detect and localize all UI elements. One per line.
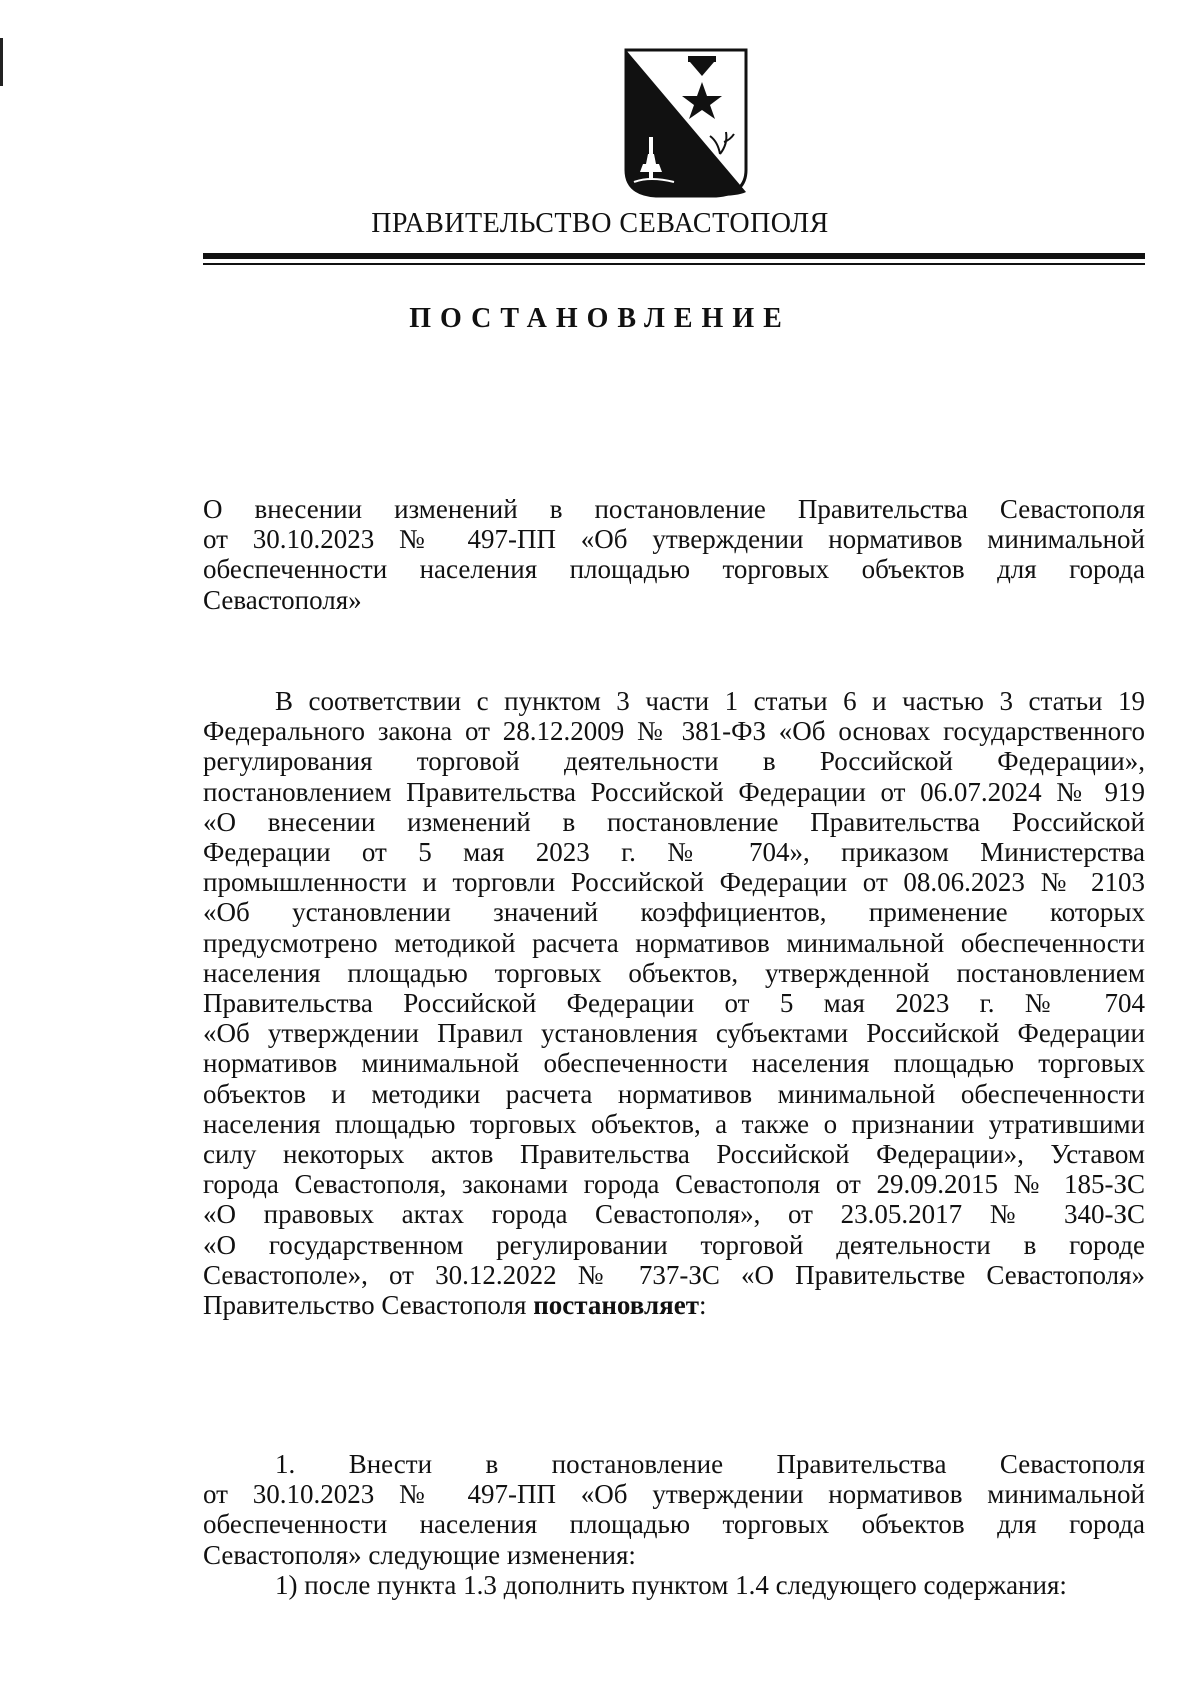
resolution-items bbox=[203, 1449, 1145, 1600]
preamble-line: постановлением Правительства Российской Федерации от 06.07.2024 № 919 bbox=[203, 776, 1145, 807]
preamble-final-text: Правительство Севастополя bbox=[203, 1290, 534, 1321]
document-title bbox=[203, 494, 1145, 615]
preamble-line: В соответствии с пунктом 3 части 1 статьи 6 и частью 3 статьи 19 bbox=[275, 686, 1145, 716]
preamble-line: «О государственном регулировании торговой деятельности в городе bbox=[203, 1229, 1145, 1260]
title-line: от 30.10.2023 № 497-ПП «Об утверждении нормативов минимальной bbox=[203, 524, 1145, 555]
resolves-keyword: постановляет bbox=[533, 1290, 699, 1321]
preamble-line: «О правовых актах города Севастополя», от 23.05.2017 № 340-ЗС bbox=[203, 1199, 1145, 1230]
preamble-line: «Об установлении значений коэффициентов, применение которых bbox=[203, 897, 1145, 928]
item-line: от 30.10.2023 № 497-ПП «Об утверждении нормативов минимальной bbox=[203, 1479, 1145, 1510]
document-type: ПОСТАНОВЛЕНИЕ bbox=[409, 303, 791, 334]
header-rule-thick bbox=[203, 253, 1145, 259]
preamble-line: нормативов минимальной обеспеченности населения площадью торговых bbox=[203, 1048, 1145, 1079]
preamble-line: Федерального закона от 28.12.2009 № 381-ФЗ «Об основах государственного bbox=[203, 716, 1145, 747]
title-line: обеспеченности населения площадью торговых объектов для города bbox=[203, 554, 1145, 585]
title-line: О внесении изменений в постановление Правительства Севастополя bbox=[203, 494, 1145, 524]
preamble-line: Севастополе», от 30.12.2022 № 737-ЗС «О Правительстве Севастополя» bbox=[203, 1259, 1145, 1290]
preamble-line: предусмотрено методикой расчета нормативов минимальной обеспеченности bbox=[203, 927, 1145, 958]
organization-name: ПРАВИТЕЛЬСТВО СЕВАСТОПОЛЯ bbox=[371, 208, 829, 239]
item-line: Севастополя» следующие изменения: bbox=[203, 1539, 636, 1570]
preamble-line: населения площадью торговых объектов, утвержденной постановлением bbox=[203, 957, 1145, 988]
preamble-line: Федерации от 5 мая 2023 г. № 704», приказом Министерства bbox=[203, 837, 1145, 868]
preamble-line: промышленности и торговли Российской Федерации от 08.06.2023 № 2103 bbox=[203, 867, 1145, 898]
header-rule-thin bbox=[203, 263, 1145, 265]
preamble-final-colon: : bbox=[698, 1290, 707, 1321]
sevastopol-coat-of-arms-icon bbox=[620, 42, 752, 202]
preamble-line: объектов и методики расчета нормативов минимальной обеспеченности bbox=[203, 1078, 1145, 1109]
preamble-line: «О внесении изменений в постановление Правительства Российской bbox=[203, 806, 1145, 837]
preamble-final-line bbox=[203, 1290, 1145, 1320]
title-line: Севастополя» bbox=[203, 584, 362, 615]
preamble-line: силу некоторых актов Правительства Российской Федерации», Уставом bbox=[203, 1139, 1145, 1170]
preamble-line: населения площадью торговых объектов, а также о признании утратившими bbox=[203, 1108, 1145, 1139]
scan-edge-mark bbox=[0, 38, 3, 86]
preamble-line: города Севастополя, законами города Севастополя от 29.09.2015 № 185-ЗС bbox=[203, 1169, 1145, 1200]
item-line: 1. Внести в постановление Правительства Севастополя bbox=[275, 1449, 1145, 1479]
preamble-line: регулирования торговой деятельности в Российской Федерации», bbox=[203, 746, 1145, 777]
preamble-line: Правительства Российской Федерации от 5 мая 2023 г. № 704 bbox=[203, 988, 1145, 1019]
preamble-line: «Об утверждении Правил установления субъектами Российской Федерации bbox=[203, 1018, 1145, 1049]
item-line: 1) после пункта 1.3 дополнить пунктом 1.4 следующего содержания: bbox=[275, 1569, 1067, 1600]
preamble-paragraph bbox=[203, 686, 1145, 1320]
item-line: обеспеченности населения площадью торговых объектов для города bbox=[203, 1509, 1145, 1540]
